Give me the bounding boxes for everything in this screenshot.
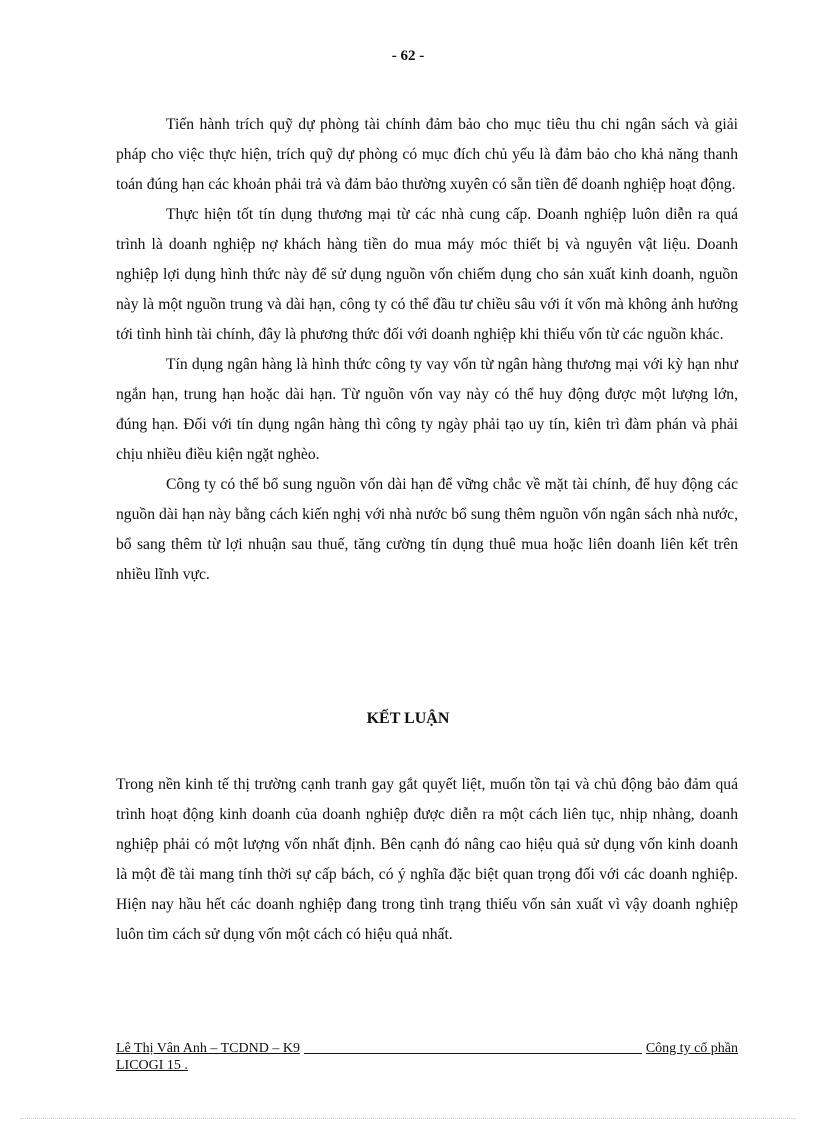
footer-company: Công ty cổ phần (645, 1041, 738, 1056)
paragraph-conclusion: Trong nền kinh tế thị trường cạnh tranh gay gắt quyết liệt, muốn tồn tại và chủ động bảo đảm quá trình hoạt động kinh doanh của doanh nghiệp được diễn ra một cách liên tục, nhịp nhàng, doanh nghiệp phải có một lượng vốn nhất định. Bên cạnh đó nâng cao hiệu quả sử dụng vốn kinh doanh là một đề tài mang tính thời sự cấp bách, có ý nghĩa đặc biệt quan trọng đối với các doanh nghiệp. Hiện nay hầu hết các doanh nghiệp đang trong tình trạng thiếu vốn sản xuất vì vậy doanh nghiệp luôn tìm cách sử dụng vốn một cách có hiệu quả nhất. (116, 776, 738, 943)
footer-line (116, 1040, 738, 1057)
page-number: - 62 - (391, 48, 425, 64)
footer-author: Lê Thị Vân Anh – TCDND – K9 (116, 1041, 300, 1056)
conclusion-section (116, 770, 738, 950)
page-bottom-border (20, 1118, 796, 1119)
paragraph-trade-credit: Thực hiện tốt tín dụng thương mại từ các nhà cung cấp. Doanh nghiệp luôn diễn ra quá trình là doanh nghiệp nợ khách hàng tiền do mua máy móc thiết bị và nguyên vật liệu. Doanh nghiệp lợi dụng hình thức này để sử dụng nguồn vốn chiếm dụng cho sản xuất kinh doanh, nguồn này là một nguồn trung và dài hạn, công ty có thể đầu tư chiều sâu với ít vốn mà không ảnh hưởng tới tình hình tài chính, đây là phương thức đối với doanh nghiệp khi thiếu vốn từ các nguồn khác. (116, 206, 738, 343)
body-section (116, 110, 738, 590)
page-footer (116, 1040, 738, 1074)
conclusion-heading: KẾT LUẬN (366, 710, 450, 727)
paragraph-reserve-fund: Tiến hành trích quỹ dự phòng tài chính đảm bảo cho mục tiêu thu chi ngân sách và giải pháp cho việc thực hiện, trích quỹ dự phòng có mục đích chủ yếu là đảm bảo cho khả năng thanh toán đúng hạn các khoản phải trả và đảm bảo thường xuyên có sẵn tiền để doanh nghiệp hoạt động. (116, 116, 738, 193)
paragraph-bank-credit: Tín dụng ngân hàng là hình thức công ty vay vốn từ ngân hàng thương mại với kỳ hạn như ngắn hạn, trung hạn hoặc dài hạn. Từ nguồn vốn vay này có thể huy động được một lượng lớn, đúng hạn. Đối với tín dụng ngân hàng thì công ty ngày phải tạo uy tín, kiên trì đàm phán và phải chịu nhiều điều kiện ngặt nghèo. (116, 356, 738, 463)
footer-underline-fill (304, 1040, 642, 1054)
paragraph-long-term-capital: Công ty có thể bổ sung nguồn vốn dài hạn để vững chắc về mặt tài chính, để huy động các nguồn dài hạn này bằng cách kiến nghị với nhà nước bổ sung thêm nguồn vốn ngân sách nhà nước, bổ sang thêm từ lợi nhuận sau thuế, tăng cường tín dụng thuê mua hoặc liên doanh liên kết trên nhiều lĩnh vực. (116, 476, 738, 583)
footer-company-continued: LICOGI 15 . (116, 1058, 188, 1073)
